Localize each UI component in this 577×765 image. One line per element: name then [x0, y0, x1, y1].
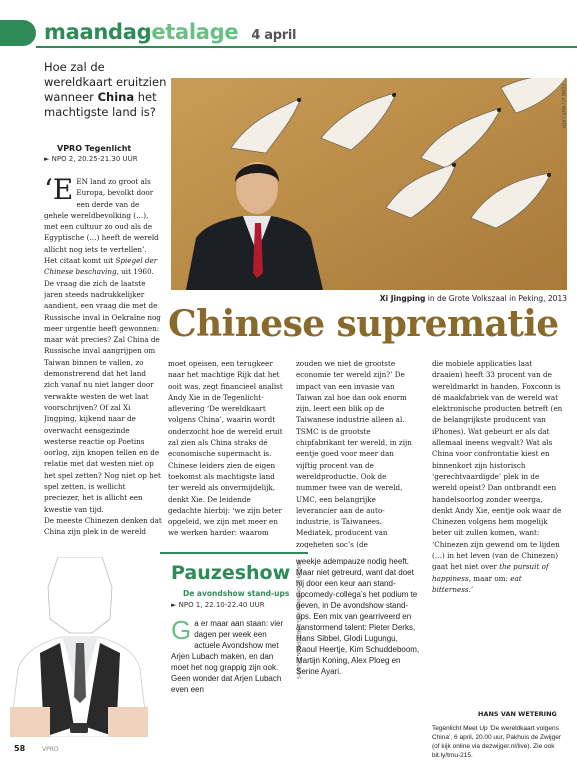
- intro-text-2: het machtigste land is?: [44, 90, 157, 119]
- program-time: ► NPO 2, 20.25-21.30 UUR: [44, 155, 138, 163]
- col4-italic-1: the pursuit of happiness: [432, 562, 549, 583]
- col1-italic: Spiegel der Chinese beschaving: [44, 256, 158, 277]
- photo-credit: FENG LI / ANP / AFP: [560, 84, 565, 128]
- pauzeshow-rule: [160, 552, 308, 554]
- pauzeshow-dropcap: G: [171, 618, 192, 645]
- section-title: [44, 19, 296, 49]
- col4-end: .’: [468, 584, 474, 594]
- header-rule: [36, 46, 577, 48]
- dropcap: ‘E: [44, 176, 74, 206]
- col4-italic-2: eat bitterness: [432, 573, 522, 594]
- article-column-1: [44, 176, 162, 552]
- article-photo: [171, 78, 567, 290]
- article-column-3: zouden we niet de grootste economie ter wereld zijn?’ De impact van een invasie van Taiwan zal hoe dan ook enorm zijn, leert een blik op de Taiwanese industrie alleen al. TSMC is de grootste chipfabrikant ter wereld, in zijn eentje goed voor meer dan vijftig procent van de wereldproductie. Ook de nummer twee van de wereld, UMC, een belangrijke leverancier aan de auto-industrie, is Taiwanees. Mediatek, producent van zogeheten soc’s (de: [296, 359, 412, 548]
- caption-bold: Xi Jingping: [379, 294, 426, 303]
- comedian-portrait: [0, 557, 156, 737]
- pauzeshow-column-2: weekje adempauze nodig heeft. Maar niet getreurd, want dat doet hij door een keur aan stand-upcomedy-collega’s het podium te geven, in De avondshow stand-ups. Een mix van gearriveerd en aanstormend talent: Pieter Derks, Hans Sibbel, Glodi Lugungu, Raoul Heertje, Kim Schuddeboom, Martijn Koning, Alex Ploeg en Serine Ayari.: [296, 557, 420, 676]
- author-signature: HANS VAN WETERING: [478, 710, 557, 718]
- article-column-2: moet opeisen, een terugkeer naar het machtige Rijk dat het ooit was, zegt financieel analist Andy Xie in de Tegenlicht-aflevering ‘De wereldkaart volgens China’, waarin wordt onderzocht hoe de wereld eruit zal zien als China straks dé economische supermacht is. Chinese leiders zien de eigen toekomst als machtigste land ter wereld als onvermijdelijk, denkt Xie. De leidende gedachte hierbij: ‘we zijn beter opgeleid, we zijn met meer en we werken harder: waarom: [168, 359, 283, 538]
- program-title: VPRO Tegenlicht: [57, 144, 132, 153]
- pauzeshow-column-1: [171, 618, 287, 738]
- pauzeshow-time: ► NPO 1, 22.10-22.40 UUR: [171, 601, 265, 609]
- header-tab: [0, 20, 36, 46]
- col1-lead: EN land zo groot als Europa, bevolkt door een derde van de gehele wereldbevolking (…), met een cultuur zo oud als de Egyptische (…) heeft de wereld allicht nog iets te vertellen’. Het citaat komt uit: [44, 177, 159, 266]
- article-headline: Chinese suprematie: [168, 303, 559, 345]
- intro-text-1: Hoe zal de wereldkaart eruitzien wanneer: [44, 60, 167, 104]
- article-column-4: [432, 358, 564, 708]
- section-title-light: etalage: [151, 20, 239, 44]
- page-number: 58: [14, 744, 26, 753]
- pauzeshow-body-1: a er maar aan staan: vier dagen per week een actuele Avondshow met Arjen Lubach maken, en dan moet het nog grappig zijn ook. Geen wonder dat Arjen Lubach even een: [171, 619, 284, 694]
- intro-question: [44, 60, 169, 120]
- arrow-icon: [44, 143, 52, 151]
- caption-rest: in de Grote Volkszaal in Peking, 2013: [425, 294, 567, 303]
- col1-paragraph-2: De meeste Chinezen denken dat China zijn plek in de wereld: [44, 515, 162, 537]
- col4-text: die mobiele applicaties laat draaien) heeft 33 procent van de wereldmarkt in handen. Foxconn is dé maakfabriek van de wereld wat elektronische producten betreft (en de belangrijkste producent van iPhones). Wat gebeurt er als dat allemaal ineens wegvalt? Wat als China voor confrontatie kiest en binnenkort zijn historisch ‘gerechtvaardigde’ plek in de wereld opeist? Dan ontbrandt een handelsoorlog zonder weerga, denkt Andy Xie, eentje ook waar de Chinezen volgens hem mogelijk beter uit zullen komen, want: ‘Chinezen zijn gewend om te lijden (…) in het leven (van de Chinezen) gaat het niet over: [432, 359, 563, 572]
- col4-mid: , maar om:: [468, 573, 511, 583]
- col1-rest: , uit 1960. De vraag die zich de laatste jaren steeds nadrukkelijker aandient, een vraag die met de Russische inval in Oekraïne nog meer urgentie heeft gewonnen: maar wát precies? Zal China de Russische inval aangrijpen om Taiwan binnen te vallen, zo demonstrerend dat het land zich vanaf nu niet langer door verwakte westen de wet laat voorschrijven? Of zal Xi Jingping, kijkend naar de overwacht eensgezinde westerse reactie op Poetins oorlog, zijn knopen tellen en de relatie met dat westen niet op het spel zetten? Nog niet op het spel zetten, is wellicht preciezer, het is allicht een kwestie van tijd.: [44, 267, 161, 514]
- pauzeshow-photo-credit: MERLIJN DOOMERNIK / BEELD MEENEMING STUDIO'S: [295, 560, 300, 680]
- pauzeshow-subtitle: De avondshow stand-ups: [183, 589, 290, 598]
- intro-text-bold: China: [97, 90, 135, 104]
- footer-logo: VPRO: [42, 746, 59, 753]
- section-title-bold: maandag: [44, 20, 152, 44]
- pauzeshow-title: Pauzeshow: [171, 562, 291, 584]
- meetup-info: Tegenlicht Meet Up ‘De wereldkaart volgens China’, 6 april, 20.00 uur, Pakhuis de Zwijger (of kijk online via dezwijger.nl/live). Zie ook bit.ly/tmu-215.: [432, 725, 561, 759]
- section-date: 4 april: [251, 28, 297, 43]
- photo-caption: [330, 294, 567, 303]
